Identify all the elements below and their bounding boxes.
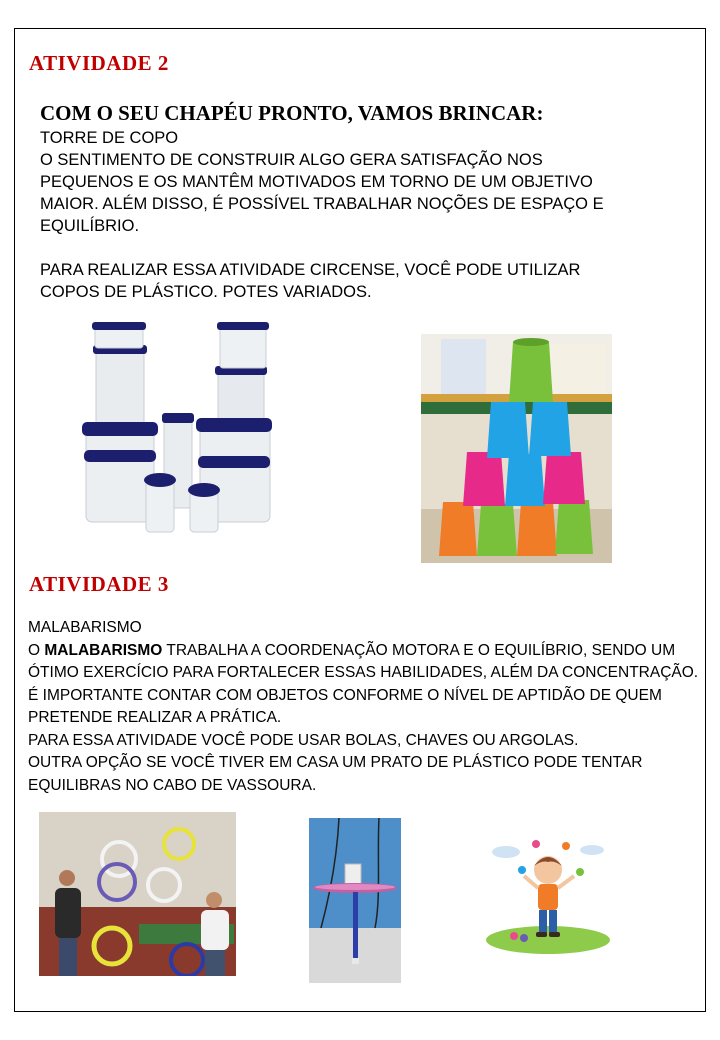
text-prefix: O <box>28 641 45 659</box>
text-line <box>40 237 604 259</box>
text-line: MALABARISMO <box>28 619 142 636</box>
text-line: TORRE DE COPO <box>40 129 179 147</box>
text-line: COPOS DE PLÁSTICO. POTES VARIADOS. <box>40 283 372 301</box>
text-line: PRETENDE REALIZAR A PRÁTICA. <box>28 709 282 726</box>
text-line: EQUILIBRAS NO CABO DE VASSOURA. <box>28 776 317 794</box>
text-line: PEQUENOS E OS MANTÊM MOTIVADOS EM TORNO DE UM OBJETIVO <box>40 173 593 191</box>
text-line: O SENTIMENTO DE CONSTRUIR ALGO GERA SATISFAÇÃO NOS <box>40 151 543 169</box>
activity3-heading: ATIVIDADE 3 <box>29 572 169 596</box>
juggling-rings-photo <box>39 812 236 976</box>
plate-balancing-photo <box>309 818 401 983</box>
activity3-text <box>28 617 698 797</box>
cup-tower-photo <box>421 334 612 563</box>
text-rest: TRABALHA A COORDENAÇÃO MOTORA E O EQUILÍBRIO, SENDO UM <box>162 641 676 659</box>
activity2-subheading: COM O SEU CHAPÉU PRONTO, VAMOS BRINCAR: <box>40 101 544 125</box>
text-line: É IMPORTANTE CONTAR COM OBJETOS CONFORME O NÍVEL DE APTIDÃO DE QUEM <box>28 686 662 704</box>
text-line: PARA ESSA ATIVIDADE VOCÊ PODE USAR BOLAS, CHAVES OU ARGOLAS. <box>28 731 579 749</box>
text-line <box>28 640 698 663</box>
text-line: EQUILÍBRIO. <box>40 217 140 235</box>
text-line: MAIOR. ALÉM DISSO, É POSSÍVEL TRABALHAR NOÇÕES DE ESPAÇO E <box>40 195 604 213</box>
activity2-heading: ATIVIDADE 2 <box>29 51 169 75</box>
text-line: ÓTIMO EXERCÍCIO PARA FORTALECER ESSAS HABILIDADES, ALÉM DA CONCENTRAÇÃO. <box>28 664 699 681</box>
text-line: OUTRA OPÇÃO SE VOCÊ TIVER EM CASA UM PRATO DE PLÁSTICO PODE TENTAR <box>28 754 643 771</box>
text-line: PARA REALIZAR ESSA ATIVIDADE CIRCENSE, VOCÊ PODE UTILIZAR <box>40 261 581 279</box>
plastic-containers-photo <box>78 318 278 534</box>
activity2-text <box>40 127 604 303</box>
malabarismo-bold: MALABARISMO <box>44 641 163 659</box>
juggling-boy-illustration <box>484 832 612 956</box>
